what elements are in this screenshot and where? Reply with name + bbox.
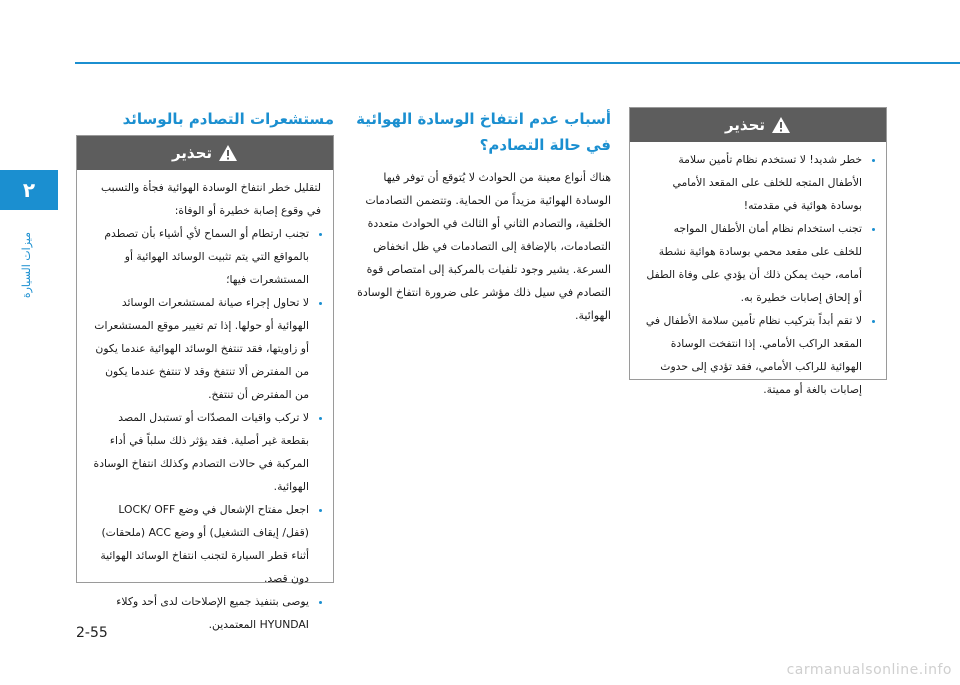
right-warning-box — [629, 107, 887, 396]
left-warning-box — [76, 135, 334, 631]
warning-item: • تجنب ارتطام أو السماح لأي أشياء بأن تصطدم بالمواقع التي يتم تثبيت الوسائد الهوائية أو المستشعرات فيها؛ — [89, 222, 309, 291]
chapter-title-vertical: ميزات السيارة — [19, 232, 33, 299]
warning-triangle-icon — [771, 116, 791, 134]
warning-box-title: تحذير — [724, 116, 766, 134]
warning-box-title: تحذير — [171, 144, 213, 162]
paragraph: هناك أنواع معينة من الحوادث لا يُتوقع أن توفر فيها الوسادة الهوائية مزيداً من الحماية. وتتضمن التصادمات الخلفية، والتصادم الثاني أو الثالث في الحوادث متعددة التصادمات، بالإضافة إلى التصادمات في ظل انخفاض السرعة. يشير وجود تلفيات بالمركبة إلى امتصاص قوة التصادم في سيل ذلك مؤشر على ضرورة انتفاخ الوسادة الهوائية. — [357, 171, 611, 322]
warning-item: • اجعل مفتاح الإشعال في وضع LOCK/ OFF (قفل/ إيقاف التشغيل) أو وضع ACC (ملحقات) أثناء قطر السيارة لتجنب انتفاخ الوسائد الهوائية دون قصد. — [89, 498, 309, 590]
warning-triangle-icon — [218, 144, 238, 162]
warning-box-header — [630, 108, 886, 142]
section-heading-airbag-non-deploy: أسباب عدم انتفاخ الوسادة الهوائية في حالة التصادم؟ — [356, 110, 611, 154]
section-heading-crash-sensors: مستشعرات التصادم بالوسائد — [122, 110, 334, 128]
warning-item: • يوصى بتنفيذ جميع الإصلاحات لدى أحد وكلاء HYUNDAI المعتمدين. — [89, 590, 309, 636]
warning-item: • لا تقم أبداً بتركيب نظام تأمين سلامة الأطفال في المقعد الراكب الأمامي. إذا انتفخت الوسادة الهوائية للراكب الأمامي، فقد تؤدي إلى حدوث إصابات بالغة أو مميتة. — [642, 309, 862, 401]
page-number: 2-55 — [76, 625, 108, 641]
warning-box-header — [77, 136, 333, 170]
chapter-number-tab: ٢ — [0, 170, 58, 210]
middle-column — [353, 106, 611, 327]
warning-item: • تجنب استخدام نظام أمان الأطفال المواجه للخلف على مقعد محمي بوسادة هوائية نشطة أمامه، حيث يمكن ذلك أن يؤدي على وفاة الطفل أو إلحاق إصابات خطيرة به. — [642, 217, 862, 309]
warning-intro: لتقليل خطر انتفاخ الوسادة الهوائية فجأة والتسبب في وقوع إصابة خطيرة أو الوفاة: — [101, 181, 321, 217]
warning-item: • لا تحاول إجراء صيانة لمستشعرات الوسائد الهوائية أو حولها. إذا تم تغيير موقع المستشعرات أو زاويتها، فقد تنتفخ الوسائد الهوائية عندما يكون من المفترض ألا تنتفخ وقد لا تنتفخ عندما يكون من المفترض أن تنتفخ. — [89, 291, 309, 406]
watermark: carmanualsonline.info — [786, 662, 952, 678]
warning-item: • خطر شديد! لا تستخدم نظام تأمين سلامة الأطفال المتجه للخلف على المقعد الأمامي بوسادة هوائية في مقدمته! — [642, 148, 862, 217]
header-rule — [75, 62, 960, 64]
warning-item: • لا تركب واقيات المصدّات أو تستبدل المصد بقطعة غير أصلية. فقد يؤثر ذلك سلباً في أداء المركبة في حالات التصادم وكذلك انتفاخ الوسادة الهوائية. — [89, 406, 309, 498]
